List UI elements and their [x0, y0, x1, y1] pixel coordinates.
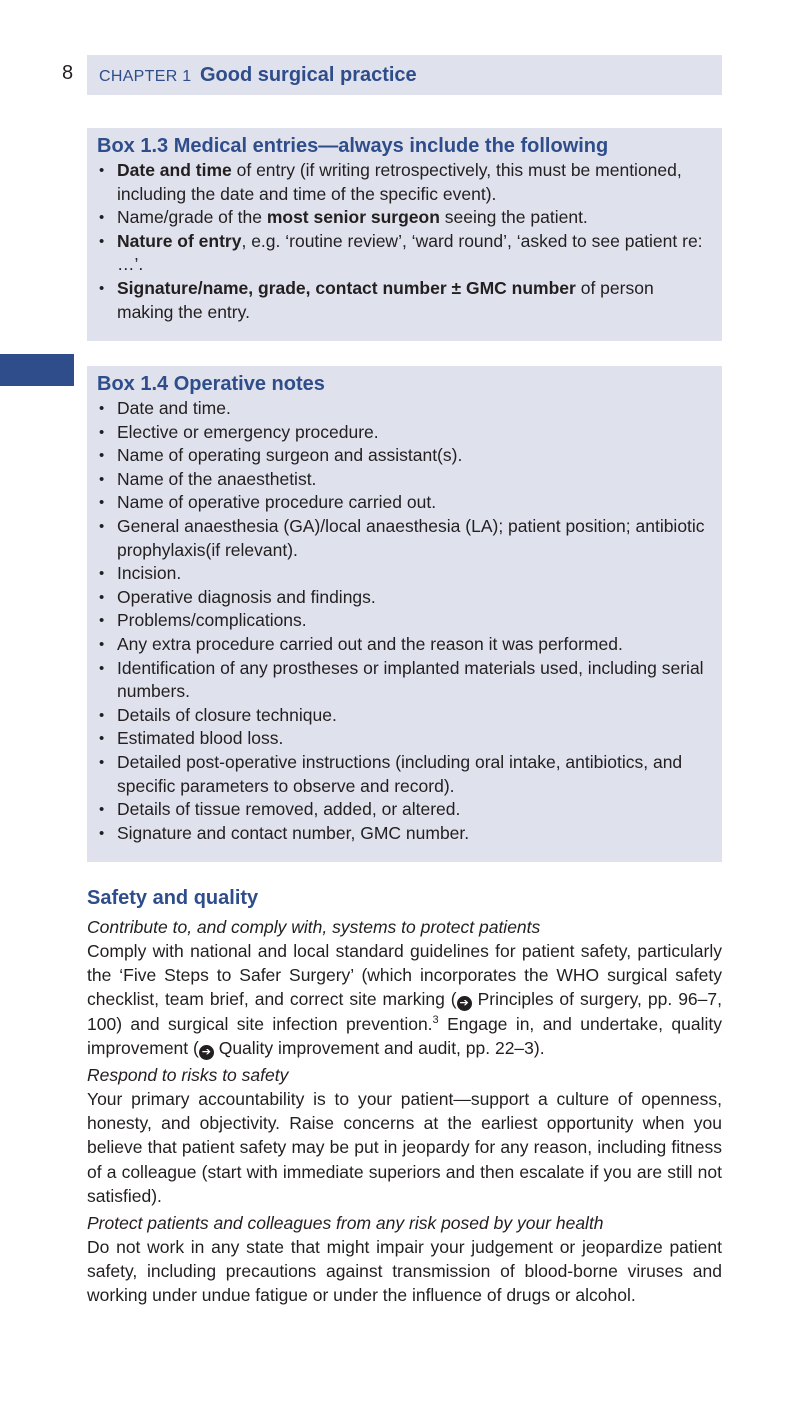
item-text: of entry (if writing retrospectively, this must be mentioned, including the date and time of the specific event). [117, 160, 682, 204]
cross-reference: Quality improvement and audit, pp. 22–3). [213, 1037, 545, 1058]
bullet-icon: • [99, 470, 105, 488]
bullet-icon: • [99, 565, 105, 583]
bullet-icon: • [99, 753, 105, 771]
bullet-icon: • [99, 447, 105, 465]
bullet-icon: • [99, 706, 105, 724]
list-item [97, 444, 712, 468]
list-item [97, 277, 712, 324]
list-item [97, 206, 712, 230]
item-text: Date and time. [117, 398, 231, 418]
box-title: Box 1.3 Medical entries—always include the following [97, 135, 609, 157]
item-text: , e.g. ‘routine review’, ‘ward round’, ‘asked to see patient re: …’. [117, 230, 703, 275]
bullet-icon: • [99, 232, 105, 250]
bullet-icon: • [99, 612, 105, 630]
sub-heading: Respond to risks to safety [87, 1065, 289, 1086]
box-title: Box 1.4 Operative notes [97, 373, 325, 395]
list-item [97, 586, 712, 610]
item-text: Incision. [117, 563, 182, 584]
list-item [97, 562, 712, 586]
list-item [97, 397, 712, 421]
item-text: Signature and contact number, GMC number. [117, 822, 470, 843]
list-item [97, 491, 712, 515]
running-header [87, 55, 722, 95]
bullet-icon: • [99, 659, 105, 677]
paragraph-text: Comply with national and local standard guidelines for patient safety, particularly the ‘Five Steps to Safer Surgery’ (which incorporates the WHO surgical safety checklist, team brief, and correct site marking ( [87, 941, 722, 1010]
item-text: seeing the patient. [439, 207, 588, 228]
list-item [97, 159, 712, 206]
list-item [97, 633, 712, 657]
item-text: General anaesthesia (GA)/local anaesthesia (LA); patient position; antibiotic prophylaxis(if relevant). [117, 515, 705, 560]
box-medical-entries [87, 128, 722, 341]
bullet-icon: • [99, 494, 105, 512]
bullet-icon: • [99, 279, 105, 297]
item-text: Details of tissue removed, added, or altered. [117, 799, 461, 820]
arrow-right-circle-icon: ➔ [199, 1045, 214, 1060]
list-item [97, 230, 712, 277]
item-text: Name of operative procedure carried out. [117, 492, 437, 513]
safety-and-quality-section [87, 884, 722, 1311]
list-item [97, 727, 712, 751]
item-text: Name of the anaesthetist. [117, 468, 317, 489]
item-text: Estimated blood loss. [117, 728, 284, 749]
bullet-icon: • [99, 730, 105, 748]
cross-reference: Principles of surgery, pp. 96–7, 100) and surgical site infection prevention. [87, 989, 722, 1034]
list-item [97, 704, 712, 728]
list-item [97, 421, 712, 445]
list-item [97, 609, 712, 633]
list-item [97, 798, 712, 822]
chapter-thumb-tab [0, 354, 74, 386]
item-text: Any extra procedure carried out and the reason it was performed. [117, 633, 623, 654]
bullet-icon: • [99, 801, 105, 819]
item-text: Problems/complications. [117, 610, 307, 631]
bullet-icon: • [99, 635, 105, 653]
bullet-icon: • [99, 824, 105, 842]
footnote-marker: 3 [432, 1013, 439, 1026]
item-text: of person making the entry. [117, 277, 654, 322]
paragraph [87, 939, 722, 1060]
box-list [97, 397, 712, 845]
box-operative-notes [87, 366, 722, 862]
bullet-icon: • [99, 588, 105, 606]
list-item [97, 468, 712, 492]
bullet-icon: • [99, 162, 105, 179]
item-text: Operative diagnosis and findings. [117, 586, 376, 607]
item-text: Name of operating surgeon and assistant(s). [117, 445, 463, 466]
item-text: Details of closure technique. [117, 704, 337, 725]
section-heading: Safety and quality [87, 887, 259, 909]
list-item [97, 657, 712, 704]
item-text: Detailed post-operative instructions (including oral intake, antibiotics, and specific parameters to observe and record). [117, 751, 683, 796]
list-item [97, 751, 712, 798]
item-text: Elective or emergency procedure. [117, 421, 379, 442]
list-item [97, 822, 712, 846]
item-text: Name/grade of the [117, 207, 267, 228]
item-bold: Date and time [117, 160, 232, 180]
arrow-right-circle-icon: ➔ [457, 996, 472, 1011]
bullet-icon: • [99, 517, 105, 535]
item-bold: Signature/name, grade, contact number ± GMC number [117, 277, 576, 298]
list-item [97, 515, 712, 562]
bullet-icon: • [99, 209, 105, 227]
item-bold: Nature of entry [117, 230, 242, 251]
item-text: Identification of any prostheses or implanted materials used, including serial numbers. [117, 657, 704, 702]
bullet-icon: • [99, 423, 105, 441]
chapter-label: CHAPTER 1 [99, 68, 192, 85]
sub-heading: Protect patients and colleagues from any risk posed by your health [87, 1213, 604, 1234]
paragraph-text: Engage in, and undertake, quality improvement ( [87, 1013, 722, 1058]
item-bold: most senior surgeon [266, 207, 440, 228]
paragraph: Your primary accountability is to your patient—support a culture of openness, honesty, and objectivity. Raise concerns at the earliest opportunity when you believe that patient safety may be put in jeopardy for any reason, including fitness of a colleague (start with immediate superiors and then escalate if you are still not satisfied). [87, 1089, 722, 1206]
paragraph: Do not work in any state that might impair your judgement or jeopardize patient safety, including precautions against transmission of blood-borne viruses and working under undue fatigue or under the influence of drugs or alcohol. [87, 1237, 722, 1306]
bullet-icon: • [99, 400, 105, 417]
box-list [97, 159, 712, 324]
page-number: 8 [62, 62, 74, 84]
chapter-title: Good surgical practice [199, 64, 417, 86]
sub-heading: Contribute to, and comply with, systems to protect patients [87, 917, 541, 937]
